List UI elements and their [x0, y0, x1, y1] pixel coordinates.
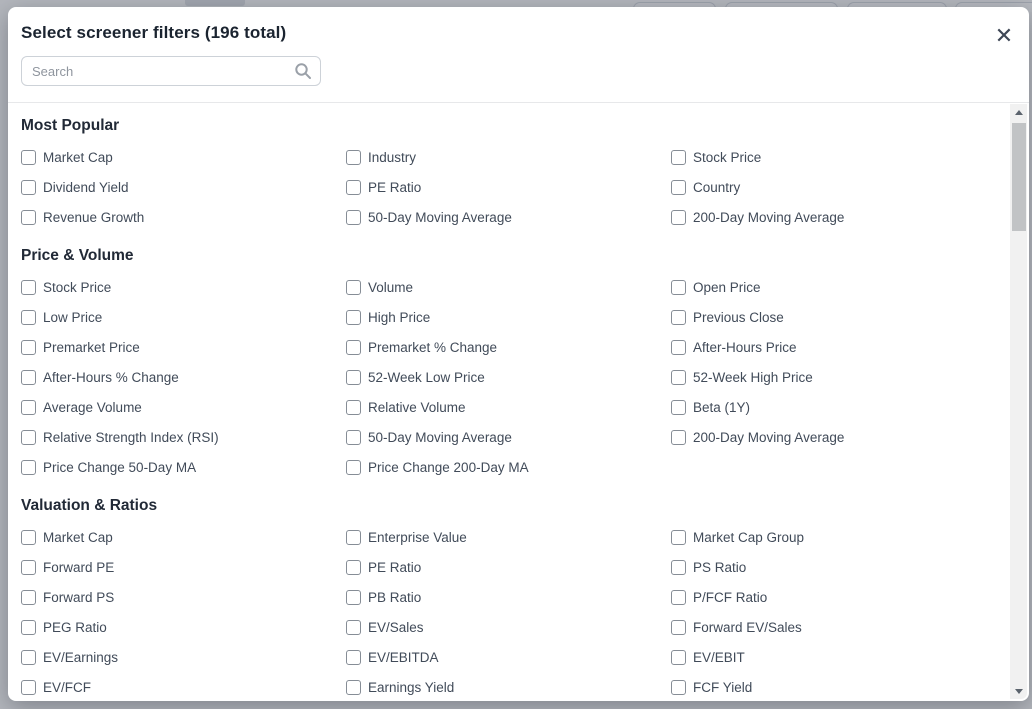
filter-label: Market Cap	[43, 529, 113, 545]
filter-label: EV/EBITDA	[368, 649, 439, 665]
filter-checkbox[interactable]	[21, 370, 36, 385]
section-title: Price & Volume	[21, 247, 134, 264]
filter-label: Market Cap Group	[693, 529, 805, 545]
filter-item-low-price[interactable]	[21, 302, 346, 332]
filter-item-market-cap[interactable]	[21, 522, 346, 552]
filter-item-200-day-moving-average[interactable]	[671, 202, 989, 232]
filter-item-previous-close[interactable]	[671, 302, 989, 332]
filter-item-stock-price[interactable]	[671, 142, 989, 172]
filter-item-52-week-low-price[interactable]	[346, 362, 671, 392]
filter-checkbox[interactable]	[671, 620, 686, 635]
filter-checkbox[interactable]	[346, 280, 361, 295]
scroll-down-icon[interactable]	[1010, 683, 1027, 699]
filter-checkbox[interactable]	[346, 620, 361, 635]
filter-label: 200-Day Moving Average	[693, 209, 845, 225]
filter-checkbox[interactable]	[346, 680, 361, 695]
filter-label: P/FCF Ratio	[693, 589, 768, 605]
filter-checkbox[interactable]	[21, 620, 36, 635]
filter-item-after-hours-change[interactable]	[21, 362, 346, 392]
filter-checkbox[interactable]	[346, 150, 361, 165]
modal-title: Select screener filters (196 total)	[21, 23, 287, 42]
filter-item-peg-ratio[interactable]	[21, 612, 346, 642]
filter-item-forward-ps[interactable]	[21, 582, 346, 612]
filter-checkbox[interactable]	[21, 210, 36, 225]
filter-label: Industry	[368, 149, 417, 165]
filter-item-pe-ratio[interactable]	[346, 552, 671, 582]
filter-checkbox[interactable]	[346, 210, 361, 225]
filter-grid	[21, 272, 989, 482]
filter-checkbox[interactable]	[346, 650, 361, 665]
filter-item-volume[interactable]	[346, 272, 671, 302]
background-button	[185, 0, 245, 6]
filter-label: Open Price	[693, 279, 761, 295]
modal-body	[8, 103, 1029, 701]
filter-checkbox[interactable]	[671, 560, 686, 575]
filter-checkbox[interactable]	[21, 650, 36, 665]
filter-label: After-Hours Price	[693, 339, 797, 355]
filter-checkbox[interactable]	[671, 650, 686, 665]
filter-item-enterprise-value[interactable]	[346, 522, 671, 552]
filter-item-beta-1y[interactable]	[671, 392, 989, 422]
filter-checkbox[interactable]	[346, 530, 361, 545]
filter-grid	[21, 142, 989, 232]
filter-label: Stock Price	[693, 149, 762, 165]
filter-label: PB Ratio	[368, 589, 422, 605]
filter-item-pb-ratio[interactable]	[346, 582, 671, 612]
filter-checkbox[interactable]	[346, 590, 361, 605]
filter-label: Low Price	[43, 309, 103, 325]
filter-item-relative-volume[interactable]	[346, 392, 671, 422]
filter-label: Previous Close	[693, 309, 784, 325]
search-input[interactable]	[21, 56, 321, 86]
filter-label: Forward EV/Sales	[693, 619, 802, 635]
filter-item-open-price[interactable]	[671, 272, 989, 302]
filter-label: EV/Earnings	[43, 649, 119, 665]
filter-label: Beta (1Y)	[693, 399, 751, 415]
filter-checkbox[interactable]	[671, 210, 686, 225]
filter-item-forward-pe[interactable]	[21, 552, 346, 582]
scroll-up-icon[interactable]	[1010, 104, 1027, 120]
filter-checkbox[interactable]	[21, 530, 36, 545]
filter-checkbox[interactable]	[346, 340, 361, 355]
filter-item-revenue-growth[interactable]	[21, 202, 346, 232]
filter-label: FCF Yield	[693, 679, 753, 695]
filter-checkbox[interactable]	[21, 280, 36, 295]
filter-section-price-volume	[21, 247, 989, 482]
filter-label: High Price	[368, 309, 431, 325]
filter-label: Premarket % Change	[368, 339, 498, 355]
filter-checkbox[interactable]	[671, 430, 686, 445]
filter-item-dividend-yield[interactable]	[21, 172, 346, 202]
filter-item-forward-ev-sales[interactable]	[671, 612, 989, 642]
filter-label: EV/EBIT	[693, 649, 745, 665]
filter-label: EV/FCF	[43, 679, 92, 695]
filter-item-ps-ratio[interactable]	[671, 552, 989, 582]
filter-checkbox[interactable]	[346, 400, 361, 415]
filter-label: Forward PS	[43, 589, 115, 605]
filter-label: PE Ratio	[368, 179, 422, 195]
section-title: Most Popular	[21, 117, 120, 134]
filter-label: 200-Day Moving Average	[693, 429, 845, 445]
filter-section-most-popular	[21, 117, 989, 232]
filter-checkbox[interactable]	[671, 150, 686, 165]
filter-checkbox[interactable]	[671, 280, 686, 295]
filter-item-market-cap[interactable]	[21, 142, 346, 172]
filter-label: PS Ratio	[693, 559, 747, 575]
screener-filters-modal	[8, 7, 1029, 701]
filter-label: Country	[693, 179, 741, 195]
filter-item-high-price[interactable]	[346, 302, 671, 332]
filter-label: PE Ratio	[368, 559, 422, 575]
filter-checkbox[interactable]	[346, 180, 361, 195]
filter-checkbox[interactable]	[21, 150, 36, 165]
filter-label: Volume	[368, 279, 414, 295]
section-title: Valuation & Ratios	[21, 497, 158, 514]
filter-label: Earnings Yield	[368, 679, 455, 695]
filter-checkbox[interactable]	[21, 460, 36, 475]
filter-grid	[21, 522, 989, 701]
filter-label: Forward PE	[43, 559, 115, 575]
filter-checkbox[interactable]	[671, 310, 686, 325]
filter-label: 50-Day Moving Average	[368, 429, 512, 445]
filter-item-after-hours-price[interactable]	[671, 332, 989, 362]
filter-label: Relative Strength Index (RSI)	[43, 429, 219, 445]
filter-label: Revenue Growth	[43, 209, 145, 225]
filter-item-pe-ratio[interactable]	[346, 172, 671, 202]
filter-checkbox[interactable]	[21, 560, 36, 575]
filter-item-52-week-high-price[interactable]	[671, 362, 989, 392]
filter-checkbox[interactable]	[671, 400, 686, 415]
filter-item-ev-fcf[interactable]	[21, 672, 346, 701]
search-wrap	[21, 56, 321, 86]
filter-checkbox[interactable]	[671, 370, 686, 385]
filter-label: 52-Week High Price	[693, 369, 813, 385]
filter-item-fcf-yield[interactable]	[671, 672, 989, 701]
filter-label: Price Change 50-Day MA	[43, 459, 197, 475]
filter-item-ev-sales[interactable]	[346, 612, 671, 642]
filter-checkbox[interactable]	[21, 590, 36, 605]
filter-checkbox[interactable]	[671, 590, 686, 605]
filter-section-valuation-ratios	[21, 497, 989, 701]
filter-label: EV/Sales	[368, 619, 424, 635]
close-icon[interactable]: ✕	[989, 21, 1019, 51]
filter-checkbox[interactable]	[21, 180, 36, 195]
filter-label: Stock Price	[43, 279, 112, 295]
filter-checkbox[interactable]	[21, 310, 36, 325]
filter-label: After-Hours % Change	[43, 369, 179, 385]
filter-item-relative-strength-index-rsi[interactable]	[21, 422, 346, 452]
filter-item-market-cap-group[interactable]	[671, 522, 989, 552]
filter-item-50-day-moving-average[interactable]	[346, 422, 671, 452]
filter-label: 50-Day Moving Average	[368, 209, 512, 225]
filter-label: PEG Ratio	[43, 619, 107, 635]
scrollbar-thumb[interactable]	[1012, 123, 1026, 231]
filter-checkbox[interactable]	[346, 460, 361, 475]
filter-item-earnings-yield[interactable]	[346, 672, 671, 701]
filter-checkbox[interactable]	[346, 310, 361, 325]
filter-checkbox[interactable]	[346, 370, 361, 385]
filter-label: Premarket Price	[43, 339, 140, 355]
filter-item-price-change-50-day-ma[interactable]	[21, 452, 346, 482]
filter-checkbox[interactable]	[671, 530, 686, 545]
filter-checkbox[interactable]	[671, 180, 686, 195]
filter-item-200-day-moving-average[interactable]	[671, 422, 989, 452]
scrollbar[interactable]	[1010, 104, 1027, 699]
filter-item-ev-ebit[interactable]	[671, 642, 989, 672]
filter-label: Relative Volume	[368, 399, 466, 415]
filter-item-ev-earnings[interactable]	[21, 642, 346, 672]
filter-checkbox[interactable]	[21, 680, 36, 695]
filter-item-average-volume[interactable]	[21, 392, 346, 422]
filter-item-stock-price[interactable]	[21, 272, 346, 302]
filter-item-50-day-moving-average[interactable]	[346, 202, 671, 232]
filter-sections	[21, 117, 989, 701]
filter-item-country[interactable]	[671, 172, 989, 202]
filter-checkbox[interactable]	[346, 430, 361, 445]
modal-header	[8, 7, 1029, 103]
filter-checkbox[interactable]	[346, 560, 361, 575]
filter-checkbox[interactable]	[21, 400, 36, 415]
filter-item-price-change-200-day-ma[interactable]	[346, 452, 671, 482]
filter-label: Price Change 200-Day MA	[368, 459, 529, 475]
filter-item-industry[interactable]	[346, 142, 671, 172]
filter-label: Dividend Yield	[43, 179, 129, 195]
filter-checkbox[interactable]	[21, 430, 36, 445]
filter-label: Enterprise Value	[368, 529, 467, 545]
filter-label: 52-Week Low Price	[368, 369, 485, 385]
filter-checkbox[interactable]	[671, 340, 686, 355]
filter-item-premarket-change[interactable]	[346, 332, 671, 362]
filter-item-p-fcf-ratio[interactable]	[671, 582, 989, 612]
filter-checkbox[interactable]	[21, 340, 36, 355]
filter-item-ev-ebitda[interactable]	[346, 642, 671, 672]
filter-label: Average Volume	[43, 399, 142, 415]
filter-label: Market Cap	[43, 149, 113, 165]
filter-checkbox[interactable]	[671, 680, 686, 695]
filter-item-premarket-price[interactable]	[21, 332, 346, 362]
